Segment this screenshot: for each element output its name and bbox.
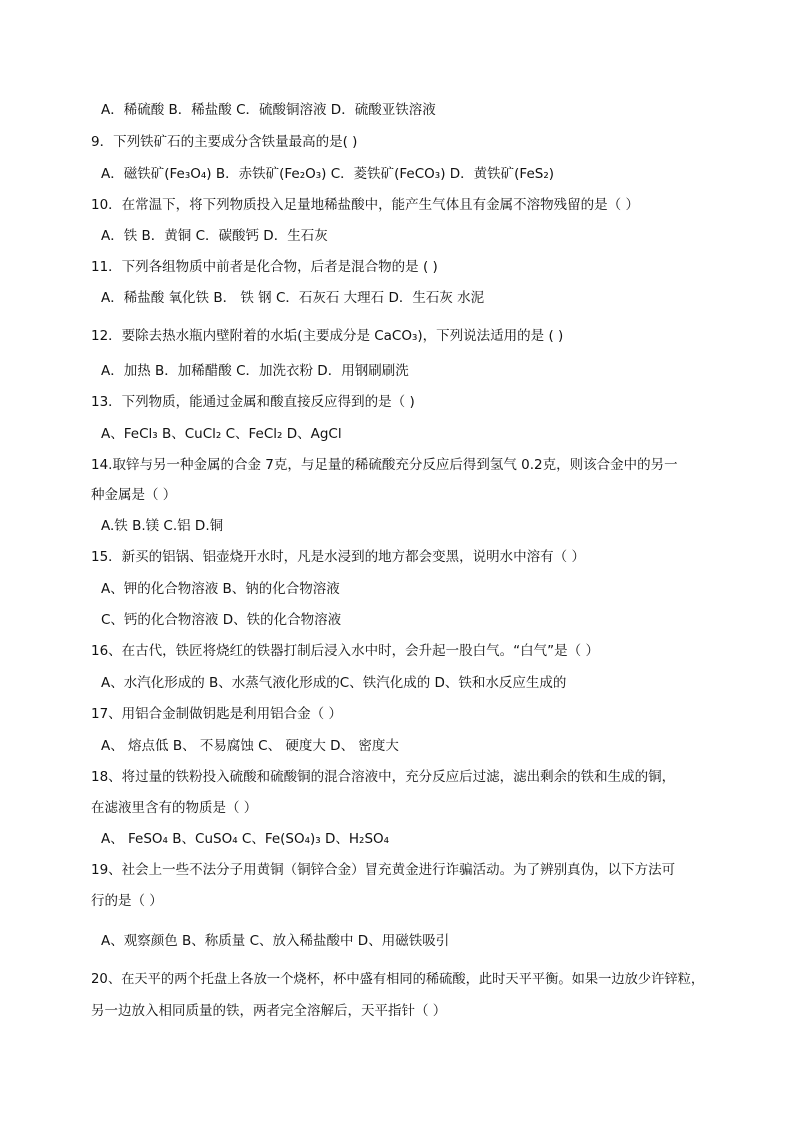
question-12: 12．要除去热水瓶内壁附着的水垢(主要成分是 CaCO₃)，下列说法适用的是 ( ) <box>91 328 564 344</box>
question-11: 11．下列各组物质中前者是化合物，后者是混合物的是 ( ) <box>91 259 438 275</box>
q15-options-ab: A、钾的化合物溶液 B、钠的化合物溶液 <box>101 581 340 597</box>
question-19-cont: 行的是（ ） <box>91 893 163 909</box>
question-18: 18、将过量的铁粉投入硫酸和硫酸铜的混合溶液中，充分反应后过滤，滤出剩余的铁和生成的铜， <box>91 769 676 785</box>
q18-options: A、 FeSO₄ B、CuSO₄ C、Fe(SO₄)₃ D、H₂SO₄ <box>101 831 390 847</box>
q19-options: A、观察颜色 B、称质量 C、放入稀盐酸中 D、用磁铁吸引 <box>101 933 450 949</box>
question-14-cont: 种金属是（ ） <box>91 487 177 503</box>
question-19: 19、社会上一些不法分子用黄铜（铜锌合金）冒充黄金进行诈骗活动。为了辨别真伪，以下方法可 <box>91 862 676 878</box>
q13-options: A、FeCl₃ B、CuCl₂ C、FeCl₂ D、AgCl <box>101 426 342 442</box>
question-14: 14.取锌与另一种金属的合金 7克，与足量的稀硫酸充分反应后得到氢气 0.2克，则该合金中的另一 <box>91 457 678 473</box>
q17-options: A、 熔点低 B、 不易腐蚀 C、 硬度大 D、 密度大 <box>101 738 399 754</box>
question-16: 16、在古代，铁匠将烧红的铁器打制后浸入水中时，会升起一股白气。“白气”是（ ） <box>91 643 599 659</box>
question-9: 9．下列铁矿石的主要成分含铁量最高的是( ) <box>91 134 358 150</box>
q16-options: A、水汽化形成的 B、水蒸气液化形成的C、铁汽化成的 D、铁和水反应生成的 <box>101 675 567 691</box>
q14-options: A.铁 B.镁 C.铝 D.铜 <box>101 518 224 534</box>
question-10: 10．在常温下，将下列物质投入足量地稀盐酸中，能产生气体且有金属不溶物残留的是（ ） <box>91 197 639 213</box>
question-20: 20、在天平的两个托盘上各放一个烧杯，杯中盛有相同的稀硫酸，此时天平平衡。如果一边放少许锌粒， <box>91 972 705 987</box>
question-18-cont: 在滤液里含有的物质是（ ） <box>91 800 258 816</box>
q12-options: A．加热 B．加稀醋酸 C．加洗衣粉 D．用钢刷刷洗 <box>101 363 409 379</box>
q8-options: A．稀硫酸 B．稀盐酸 C．硫酸铜溶液 D．硫酸亚铁溶液 <box>101 102 436 118</box>
question-13: 13．下列物质，能通过金属和酸直接反应得到的是（ ) <box>91 394 415 410</box>
q15-options-cd: C、钙的化合物溶液 D、铁的化合物溶液 <box>101 612 342 628</box>
question-15: 15．新买的铝锅、铝壶烧开水时，凡是水浸到的地方都会变黑，说明水中溶有（ ） <box>91 549 585 565</box>
q10-options: A．铁 B．黄铜 C．碳酸钙 D．生石灰 <box>101 228 328 244</box>
question-20-cont: 另一边放入相同质量的铁，两者完全溶解后，天平指针（ ） <box>91 1003 447 1019</box>
q9-options: A．磁铁矿(Fe₃O₄) B．赤铁矿(Fe₂O₃) C．菱铁矿(FeCO₃) D．黄铁矿(FeS₂) <box>101 166 555 182</box>
question-17: 17、用铝合金制做钥匙是利用铝合金（ ） <box>91 706 342 722</box>
q11-options: A．稀盐酸 氧化铁 B． 铁 钢 C．石灰石 大理石 D．生石灰 水泥 <box>101 290 485 306</box>
